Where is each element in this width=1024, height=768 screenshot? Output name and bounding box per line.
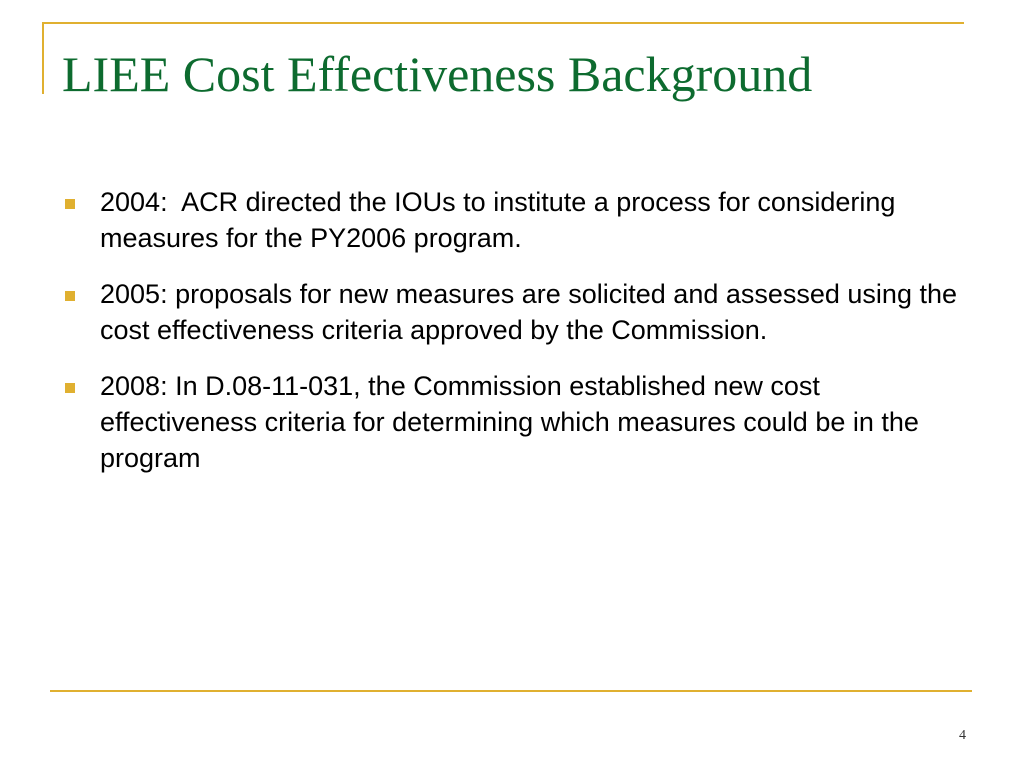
bullet-text: 2005: proposals for new measures are solicited and assessed using the cost effectiveness criteria approved by the Commission. bbox=[100, 279, 965, 345]
top-border-rule bbox=[42, 22, 964, 24]
bullet-text: 2008: In D.08-11-031, the Commission established new cost effectiveness criteria for determining which measures could be in the program bbox=[100, 371, 927, 473]
bullet-list bbox=[62, 184, 965, 496]
bullet-text: 2004: ACR directed the IOUs to institute a process for considering measures for the PY2006 program. bbox=[100, 187, 903, 253]
square-bullet-icon bbox=[65, 199, 75, 209]
bottom-border-rule bbox=[50, 690, 972, 692]
square-bullet-icon bbox=[65, 383, 75, 393]
bullet-item-2004 bbox=[62, 184, 962, 256]
page-number: 4 bbox=[959, 728, 966, 743]
bullet-item-2008 bbox=[62, 368, 962, 476]
slide-title: LIEE Cost Effectiveness Background bbox=[62, 46, 813, 102]
left-border-rule bbox=[42, 22, 44, 94]
bullet-item-2005 bbox=[62, 276, 965, 348]
square-bullet-icon bbox=[65, 291, 75, 301]
